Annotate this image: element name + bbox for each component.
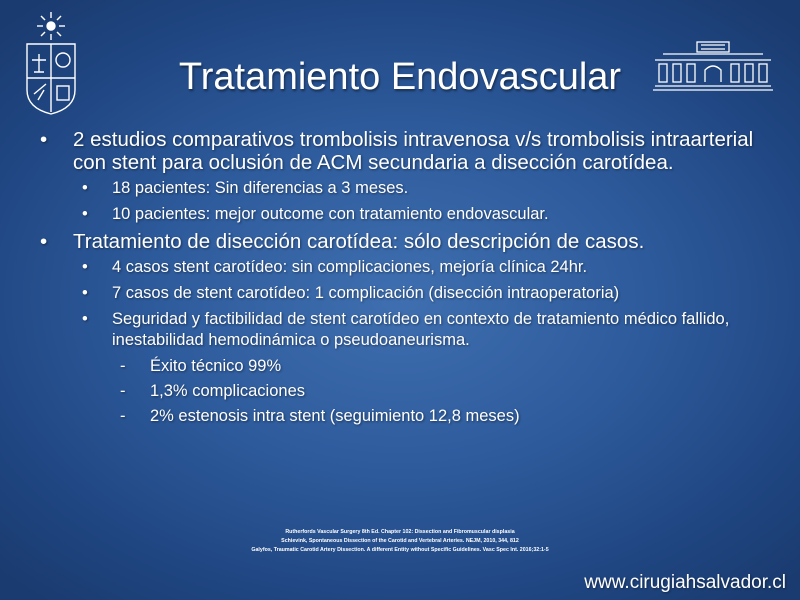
dash-item: [40, 381, 770, 402]
sub-bullet-item: [40, 178, 770, 199]
dash-marker: -: [120, 407, 126, 425]
bullet-marker: •: [82, 284, 88, 302]
bullet-text: Seguridad y factibilidad de stent carotídeo en contexto de tratamiento médico fallido, inestabilidad hemodinámica o pseudoaneurisma.: [112, 310, 730, 349]
sub-bullet-item: [40, 283, 770, 304]
dash-marker: -: [120, 382, 126, 400]
bullet-text: 4 casos stent carotídeo: sin complicaciones, mejoría clínica 24hr.: [112, 258, 588, 276]
slide-title: Tratamiento Endovascular: [178, 56, 622, 98]
bullet-marker: •: [40, 230, 48, 253]
dash-item: [40, 406, 770, 427]
dash-marker: -: [120, 357, 126, 375]
bullet-marker: •: [82, 205, 88, 223]
bullet-marker: •: [82, 258, 88, 276]
dash-text: 1,3% complicaciones: [150, 382, 305, 400]
sub-bullet-item: [40, 204, 770, 225]
dash-item: [40, 356, 770, 377]
bullet-text: 7 casos de stent carotídeo: 1 complicación (disección intraoperatoria): [112, 284, 620, 302]
bullet-marker: •: [82, 310, 88, 328]
dash-text: Éxito técnico 99%: [150, 357, 282, 375]
slide-content: [40, 128, 770, 431]
bullet-text: 2 estudios comparativos trombolisis intravenosa v/s trombolisis intraarterial con stent para oclusión de ACM secundaria a disección carotídea.: [73, 128, 754, 174]
dash-text: 2% estenosis intra stent (seguimiento 12,8 meses): [150, 407, 520, 425]
reference-line: Rutherfords Vascular Surgery 8th Ed. Chapter 102: Dissection and Fibromuscular displasia: [285, 529, 515, 535]
bullet-item: [40, 230, 770, 253]
website-url: www.cirugiahsalvador.cl: [584, 572, 786, 593]
reference-line: Schievink, Spontaneous Dissection of the Carotid and Vertebral Arteries. NEJM, 2010, 344, 812: [281, 538, 519, 544]
sub-bullet-item: [40, 309, 770, 351]
reference-line: Galyfos, Traumatic Carotid Artery Dissection. A different Entity without Specific Guidelines. Vasc Spec Int. 2016;32:1-5: [251, 547, 549, 553]
sub-bullet-item: [40, 257, 770, 278]
bullet-text: 18 pacientes: Sin diferencias a 3 meses.: [112, 179, 409, 197]
references: [0, 528, 800, 555]
bullet-item: [40, 128, 770, 174]
bullet-marker: •: [82, 179, 88, 197]
bullet-marker: •: [40, 128, 48, 151]
bullet-text: Tratamiento de disección carotídea: sólo descripción de casos.: [73, 230, 645, 253]
bullet-text: 10 pacientes: mejor outcome con tratamiento endovascular.: [112, 205, 549, 223]
